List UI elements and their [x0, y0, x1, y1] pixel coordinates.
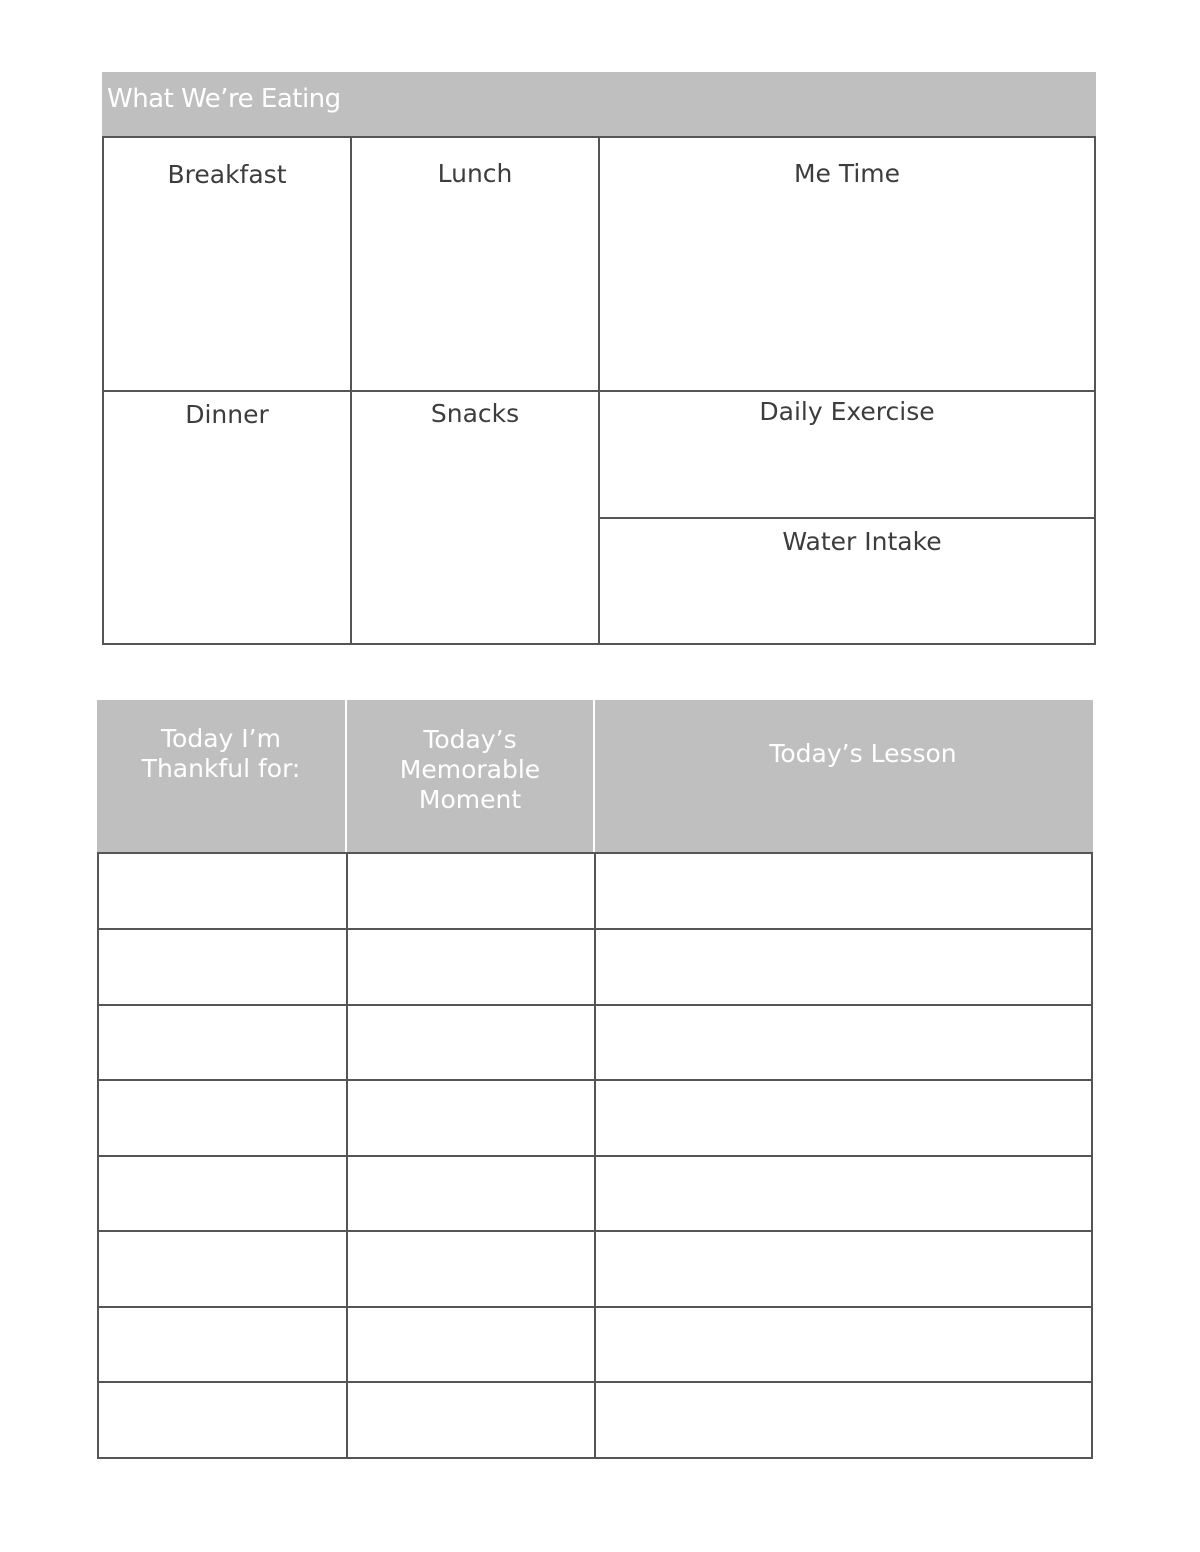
table-row[interactable]	[99, 854, 1091, 930]
breakfast-cell[interactable]	[104, 138, 350, 390]
table-row[interactable]	[99, 930, 1091, 1006]
table-row[interactable]	[99, 1383, 1091, 1459]
lunch-label: Lunch	[437, 159, 513, 188]
daily-exercise-label: Daily Exercise	[759, 397, 935, 426]
me-time-label: Me Time	[793, 159, 901, 188]
eating-section-title: What We’re Eating	[107, 84, 341, 114]
header-thankful: Today I’m Thankful for:	[97, 700, 345, 852]
reflection-table-body	[97, 852, 1093, 1459]
me-time-cell[interactable]	[600, 138, 1094, 390]
dinner-cell[interactable]	[104, 392, 350, 643]
table-row[interactable]	[99, 1005, 1091, 1081]
water-intake-cell[interactable]	[600, 519, 1094, 643]
table-row[interactable]	[99, 1156, 1091, 1232]
header-memorable-moment: Today’s Memorable Moment	[347, 700, 593, 852]
daily-exercise-cell[interactable]	[600, 392, 1094, 517]
table-row[interactable]	[99, 1232, 1091, 1308]
snacks-label: Snacks	[430, 399, 520, 428]
header-lesson: Today’s Lesson	[595, 700, 1093, 852]
eating-section-header	[102, 72, 1096, 136]
table-row[interactable]	[99, 1307, 1091, 1383]
eating-grid	[102, 136, 1096, 645]
lunch-cell[interactable]	[352, 138, 598, 390]
snacks-cell[interactable]	[352, 392, 598, 643]
table-row[interactable]	[99, 1081, 1091, 1157]
water-intake-label: Water Intake	[782, 527, 942, 556]
dinner-label: Dinner	[185, 400, 269, 429]
breakfast-label: Breakfast	[167, 160, 287, 189]
